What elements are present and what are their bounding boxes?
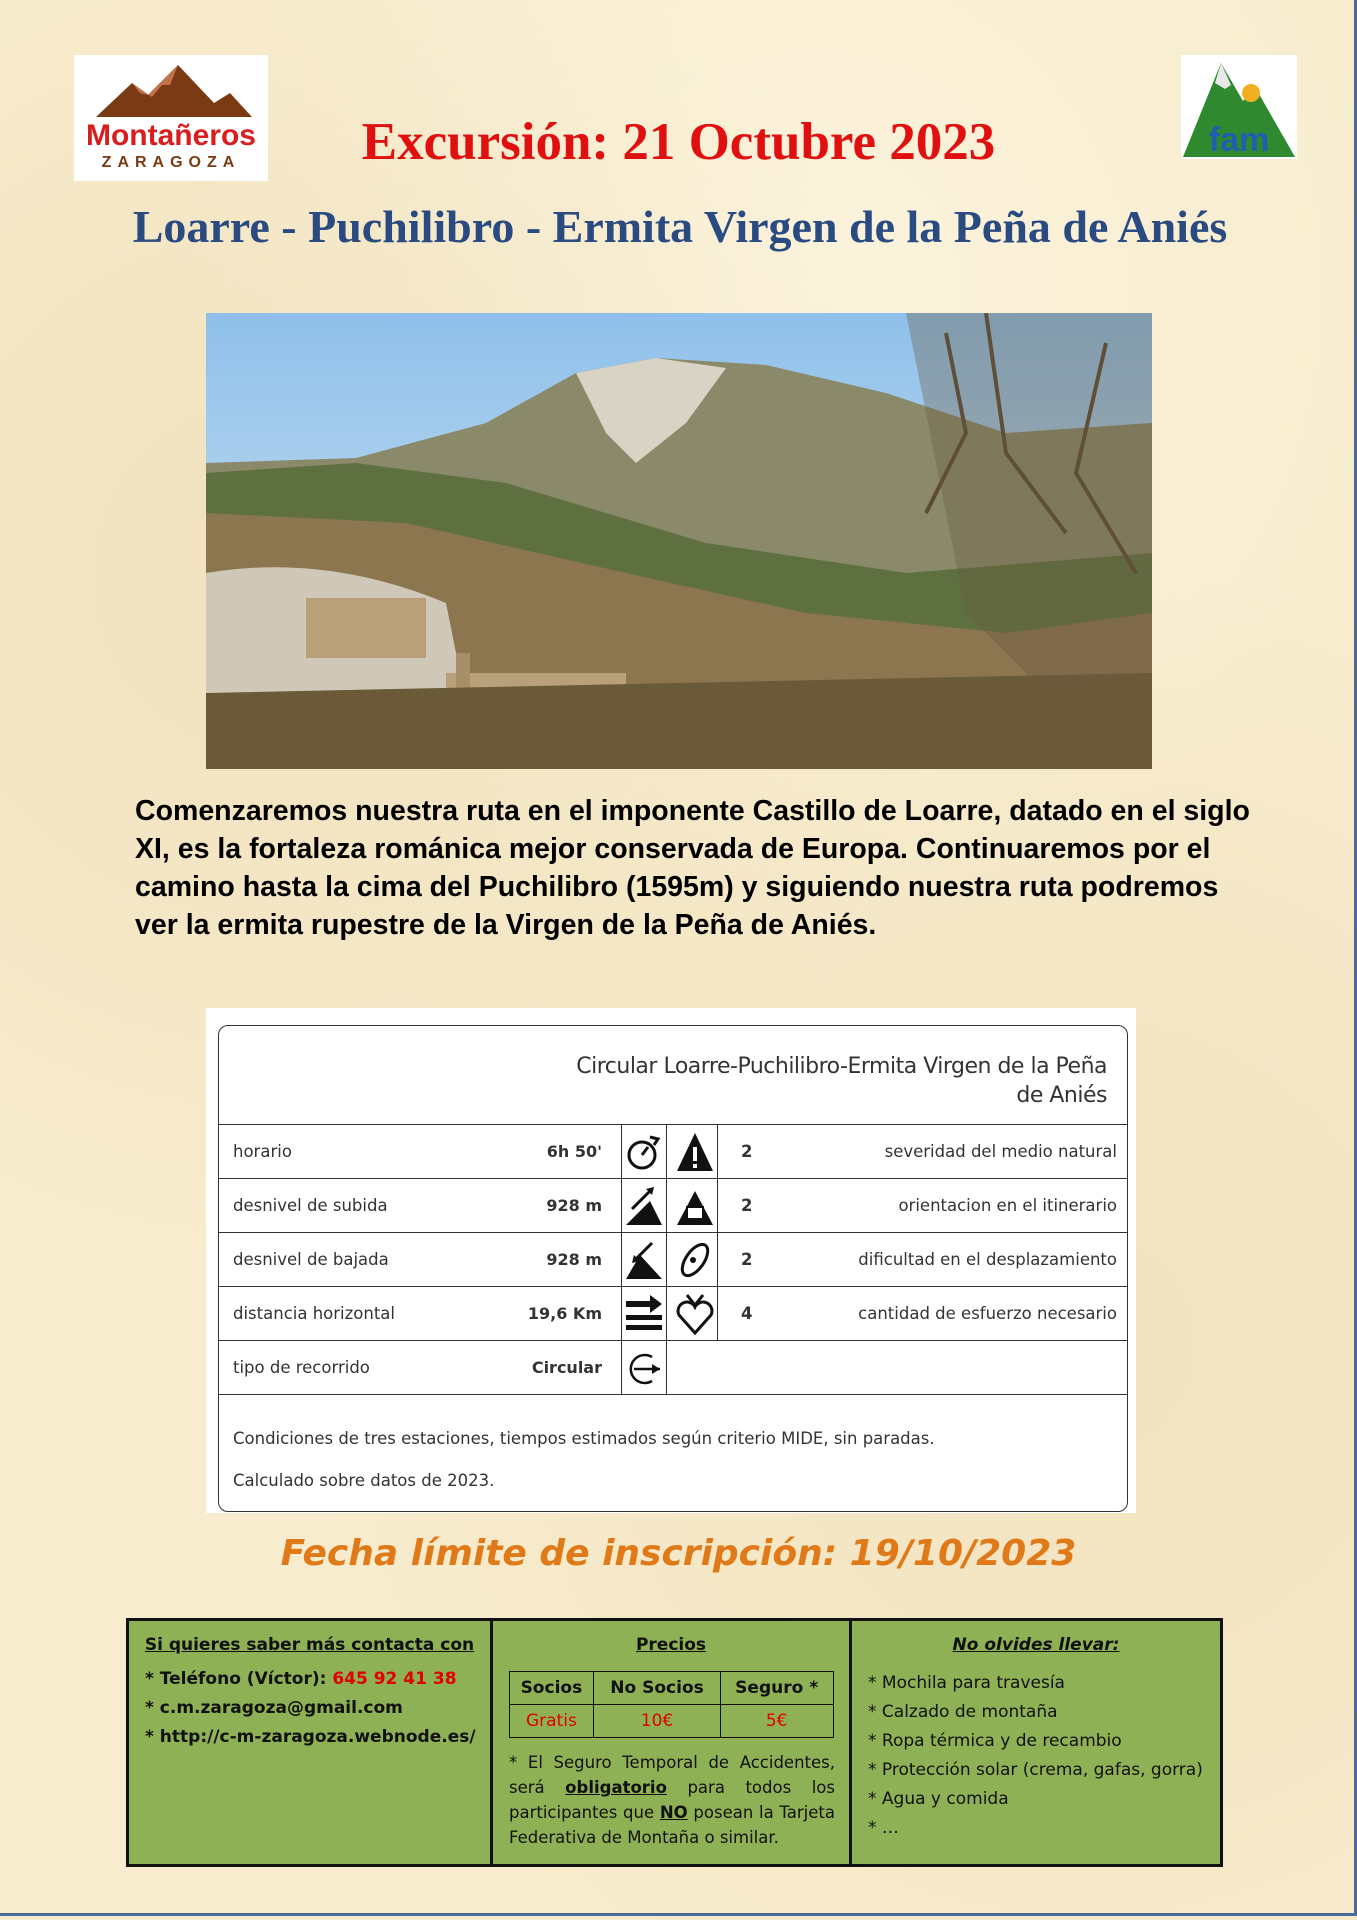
bring-item: * Ropa térmica y de recambio: [868, 1731, 1122, 1751]
mide-title: Circular Loarre-Puchilibro-Ermita Virgen de la Peña de Aniés: [576, 1054, 1107, 1108]
logo-text-fam: fam: [1208, 121, 1270, 159]
mide-label: desnivel de bajada: [233, 1250, 389, 1269]
mide-value: 6h 50': [546, 1142, 602, 1161]
prices-value-row: [509, 1705, 833, 1738]
mide-value: 19,6 Km: [527, 1304, 602, 1323]
effort-heart-icon: [673, 1287, 718, 1341]
descent-icon: [621, 1233, 667, 1287]
price-header-seguro: Seguro *: [720, 1672, 833, 1705]
mide-score: 2: [741, 1250, 753, 1269]
mide-score: 2: [741, 1142, 753, 1161]
info-boxes: [126, 1618, 1223, 1867]
mide-table: [218, 1025, 1128, 1512]
bring-item: * Mochila para travesía: [868, 1673, 1065, 1693]
registration-deadline: Fecha límite de inscripción: 19/10/2023: [280, 1533, 1077, 1574]
logo-text-montaneros: Montañeros: [85, 119, 257, 152]
prices-box: [493, 1621, 852, 1864]
mide-divider: [219, 1394, 1128, 1395]
bring-box: [852, 1621, 1220, 1864]
distance-arrows-icon: [621, 1287, 667, 1341]
ascent-icon: [621, 1179, 667, 1233]
insurance-note: [509, 1750, 835, 1850]
prices-table: [509, 1671, 834, 1738]
phone-number[interactable]: 645 92 41 38: [332, 1669, 457, 1689]
note-part-2: para todos los participantes que: [509, 1778, 835, 1822]
mide-criterion: cantidad de esfuerzo necesario: [858, 1304, 1117, 1323]
mide-row-subida: [219, 1178, 1128, 1233]
note-no: NO: [659, 1803, 688, 1822]
contact-email[interactable]: * c.m.zaragoza@gmail.com: [145, 1698, 403, 1718]
route-title: Loarre - Puchilibro - Ermita Virgen de la Peña de Aniés: [132, 201, 1228, 252]
mide-value: Circular: [531, 1358, 602, 1377]
mide-criterion: orientacion en el itinerario: [898, 1196, 1117, 1215]
orientation-icon: [673, 1179, 718, 1233]
excursion-title: Excursión: 21 Octubre 2023: [361, 113, 996, 171]
note-obligatorio: obligatorio: [565, 1778, 667, 1797]
prices-header-row: [509, 1672, 833, 1705]
price-seguro: 5€: [720, 1705, 833, 1738]
footprint-icon: [673, 1233, 718, 1287]
price-header-no-socios: No Socios: [594, 1672, 721, 1705]
bring-item: * Calzado de montaña: [868, 1702, 1058, 1722]
mide-label: tipo de recorrido: [233, 1358, 370, 1377]
bring-heading: No olvides llevar:: [952, 1635, 1120, 1655]
mide-note-calculated: Calculado sobre datos de 2023.: [233, 1471, 495, 1490]
mide-row-distancia: [219, 1286, 1128, 1341]
prices-heading: Precios: [635, 1635, 707, 1655]
mide-row-bajada: [219, 1232, 1128, 1287]
bring-item: * Agua y comida: [868, 1789, 1009, 1809]
note-part-3: posean la Tarjeta Federativa de Montaña o similar.: [509, 1803, 835, 1847]
mide-note-conditions: Condiciones de tres estaciones, tiempos estimados según criterio MIDE, sin paradas.: [233, 1429, 935, 1448]
route-description: Comenzaremos nuestra ruta en el imponente Castillo de Loarre, datado en el siglo XI, es la fortaleza románica mejor conservada de Europa. Continuaremos por el camino hasta la cima del Puchilibro (1595m) y siguiendo nuestra ruta podremos ver la ermita rupestre de la Virgen de la Peña de Aniés.: [135, 795, 1250, 941]
note-part-1: * El Seguro Temporal de Accidentes, será: [509, 1753, 835, 1797]
mide-row-horario: [219, 1124, 1128, 1179]
contact-box: [129, 1621, 493, 1864]
warning-triangle-icon: [673, 1125, 718, 1179]
price-no-socios: 10€: [594, 1705, 721, 1738]
price-header-socios: Socios: [509, 1672, 594, 1705]
contact-heading: Si quieres saber más contacta con: [144, 1635, 475, 1655]
stopwatch-icon: [621, 1125, 667, 1179]
mide-label: distancia horizontal: [233, 1304, 396, 1323]
bring-item: * Protección solar (crema, gafas, gorra): [868, 1760, 1203, 1780]
mide-row-tipo: [219, 1340, 1128, 1395]
mide-notes: [233, 1418, 935, 1502]
contact-phone: [129, 1665, 490, 1694]
mide-criterion: dificultad en el desplazamiento: [858, 1250, 1117, 1269]
logo-text-zaragoza: ZARAGOZA: [101, 154, 241, 171]
price-socios: Gratis: [509, 1705, 594, 1738]
mide-label: horario: [233, 1142, 292, 1161]
mide-score: 2: [741, 1196, 753, 1215]
circular-route-icon: [621, 1341, 667, 1395]
mide-value: 928 m: [546, 1250, 602, 1269]
mide-panel: [206, 1008, 1136, 1513]
bring-item: * …: [868, 1818, 899, 1838]
contact-website[interactable]: * http://c-m-zaragoza.webnode.es/: [145, 1727, 476, 1747]
phone-label: * Teléfono (Víctor):: [145, 1669, 333, 1689]
mide-value: 928 m: [546, 1196, 602, 1215]
mide-label: desnivel de subida: [233, 1196, 388, 1215]
landscape-photo: [206, 313, 1152, 769]
mide-criterion: severidad del medio natural: [884, 1142, 1117, 1161]
mide-score: 4: [741, 1304, 753, 1323]
